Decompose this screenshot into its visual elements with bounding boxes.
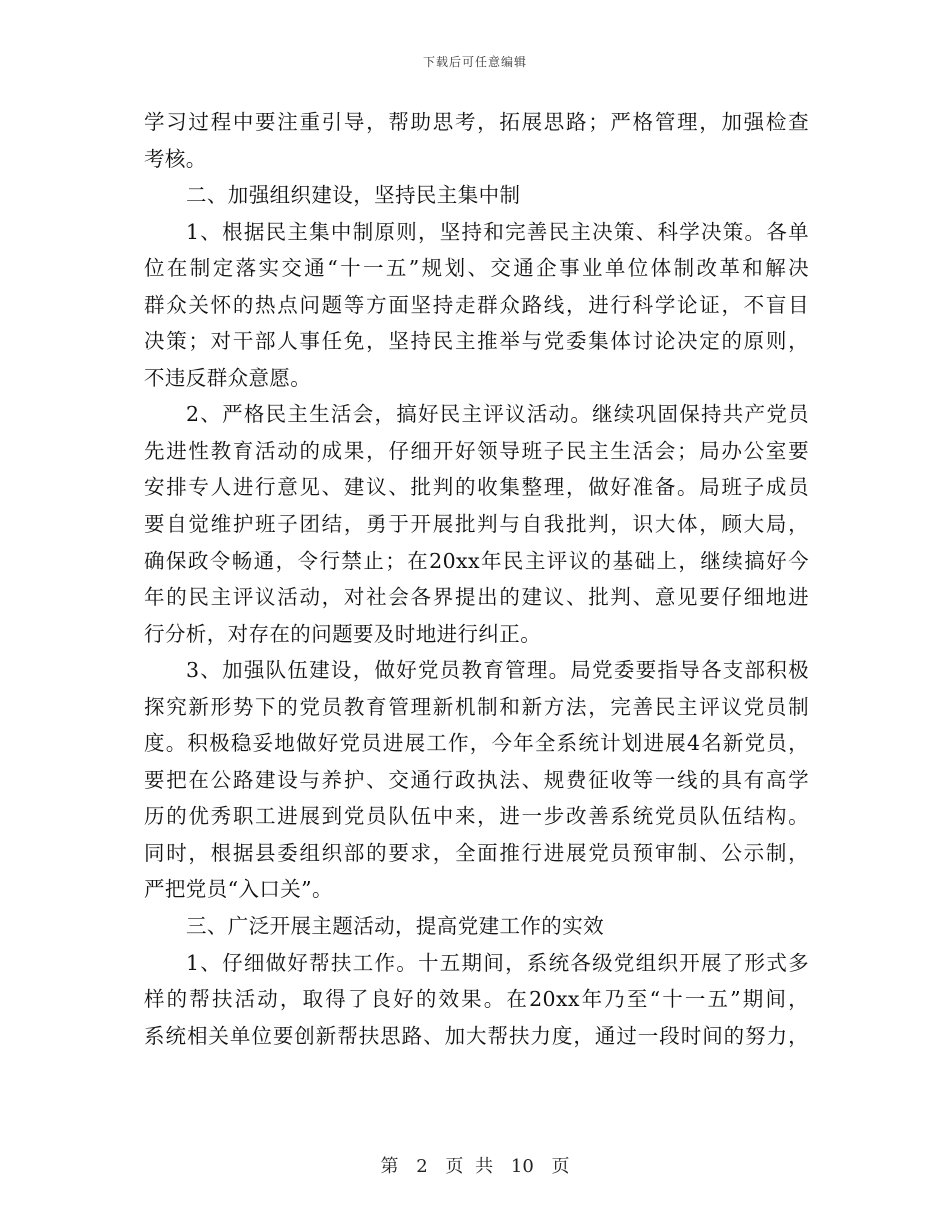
text-line: 1、根据民主集中制原则，坚持和完善民主决策、科学决策。各单 (186, 219, 809, 244)
page-footer (0, 1152, 950, 1178)
text-line: 学习过程中要注重引导，帮助思考，拓展思路；严格管理，加强检查 (144, 110, 809, 134)
footer-total-pages: 10 (510, 1156, 534, 1177)
text-line: 位在制定落实交通“十一五”规划、交通企事业单位体制改革和解决 (144, 256, 809, 281)
text-line: 样的帮扶活动，取得了良好的效果。在20xx年乃至“十一五”期间， (144, 987, 809, 1012)
footer-prefix: 第 (380, 1156, 399, 1177)
text-line: 不违反群众意愿。 (144, 365, 312, 390)
text-line: 决策；对干部人事任免，坚持民主推举与党委集体讨论决定的原则， (144, 329, 809, 354)
text-line: 群众关怀的热点问题等方面坚持走群众路线，进行科学论证，不盲目 (144, 292, 809, 317)
text-line: 同时，根据县委组织部的要求，全面推行进展党员预审制、公示制， (144, 840, 809, 865)
text-line: 安排专人进行意见、建议、批判的收集整理，做好准备。局班子成员 (144, 475, 809, 500)
text-line: 探究新形势下的党员教育管理新机制和新方法，完善民主评议党员制 (144, 694, 809, 719)
text-line: 1、仔细做好帮扶工作。十五期间，系统各级党组织开展了形式多 (186, 950, 809, 975)
text-line: 度。积极稳妥地做好党员进展工作，今年全系统计划进展4名新党员， (144, 731, 809, 756)
text-line: 2、严格民主生活会，搞好民主评议活动。继续巩固保持共产党员 (186, 402, 809, 427)
footer-current-page: 2 (416, 1156, 428, 1177)
footer-middle: 页 共 (445, 1156, 494, 1177)
page-header (0, 53, 950, 70)
text-line: 要把在公路建设与养护、交通行政执法、规费征收等一线的具有高学 (144, 767, 809, 792)
text-line: 确保政令畅通，令行禁止；在20xx年民主评议的基础上，继续搞好今 (144, 548, 809, 573)
text-line: 三、广泛开展主题活动，提高党建工作的实效 (186, 914, 604, 939)
text-line: 二、加强组织建设，坚持民主集中制 (186, 183, 521, 208)
text-line: 年的民主评议活动，对社会各界提出的建议、批判、意见要仔细地进 (144, 585, 809, 610)
text-line: 要自觉维护班子团结，勇于开展批判与自我批判，识大体，顾大局， (144, 512, 809, 537)
text-line: 严把党员“入口关”。 (144, 877, 333, 902)
text-line: 先进性教育活动的成果，仔细开好领导班子民主生活会；局办公室要 (144, 438, 809, 463)
document-body (144, 104, 809, 1054)
text-line: 考核。 (144, 146, 207, 171)
text-line: 3、加强队伍建设，做好党员教育管理。局党委要指导各支部积极 (186, 658, 809, 683)
footer-suffix: 页 (551, 1156, 570, 1177)
header-text: 下载后可任意编辑 (422, 55, 527, 69)
text-line: 行分析，对存在的问题要及时地进行纠正。 (144, 621, 542, 646)
text-line: 历的优秀职工进展到党员队伍中来，进一步改善系统党员队伍结构。 (144, 804, 809, 829)
text-line: 系统相关单位要创新帮扶思路、加大帮扶力度，通过一段时间的努力， (144, 1023, 809, 1048)
